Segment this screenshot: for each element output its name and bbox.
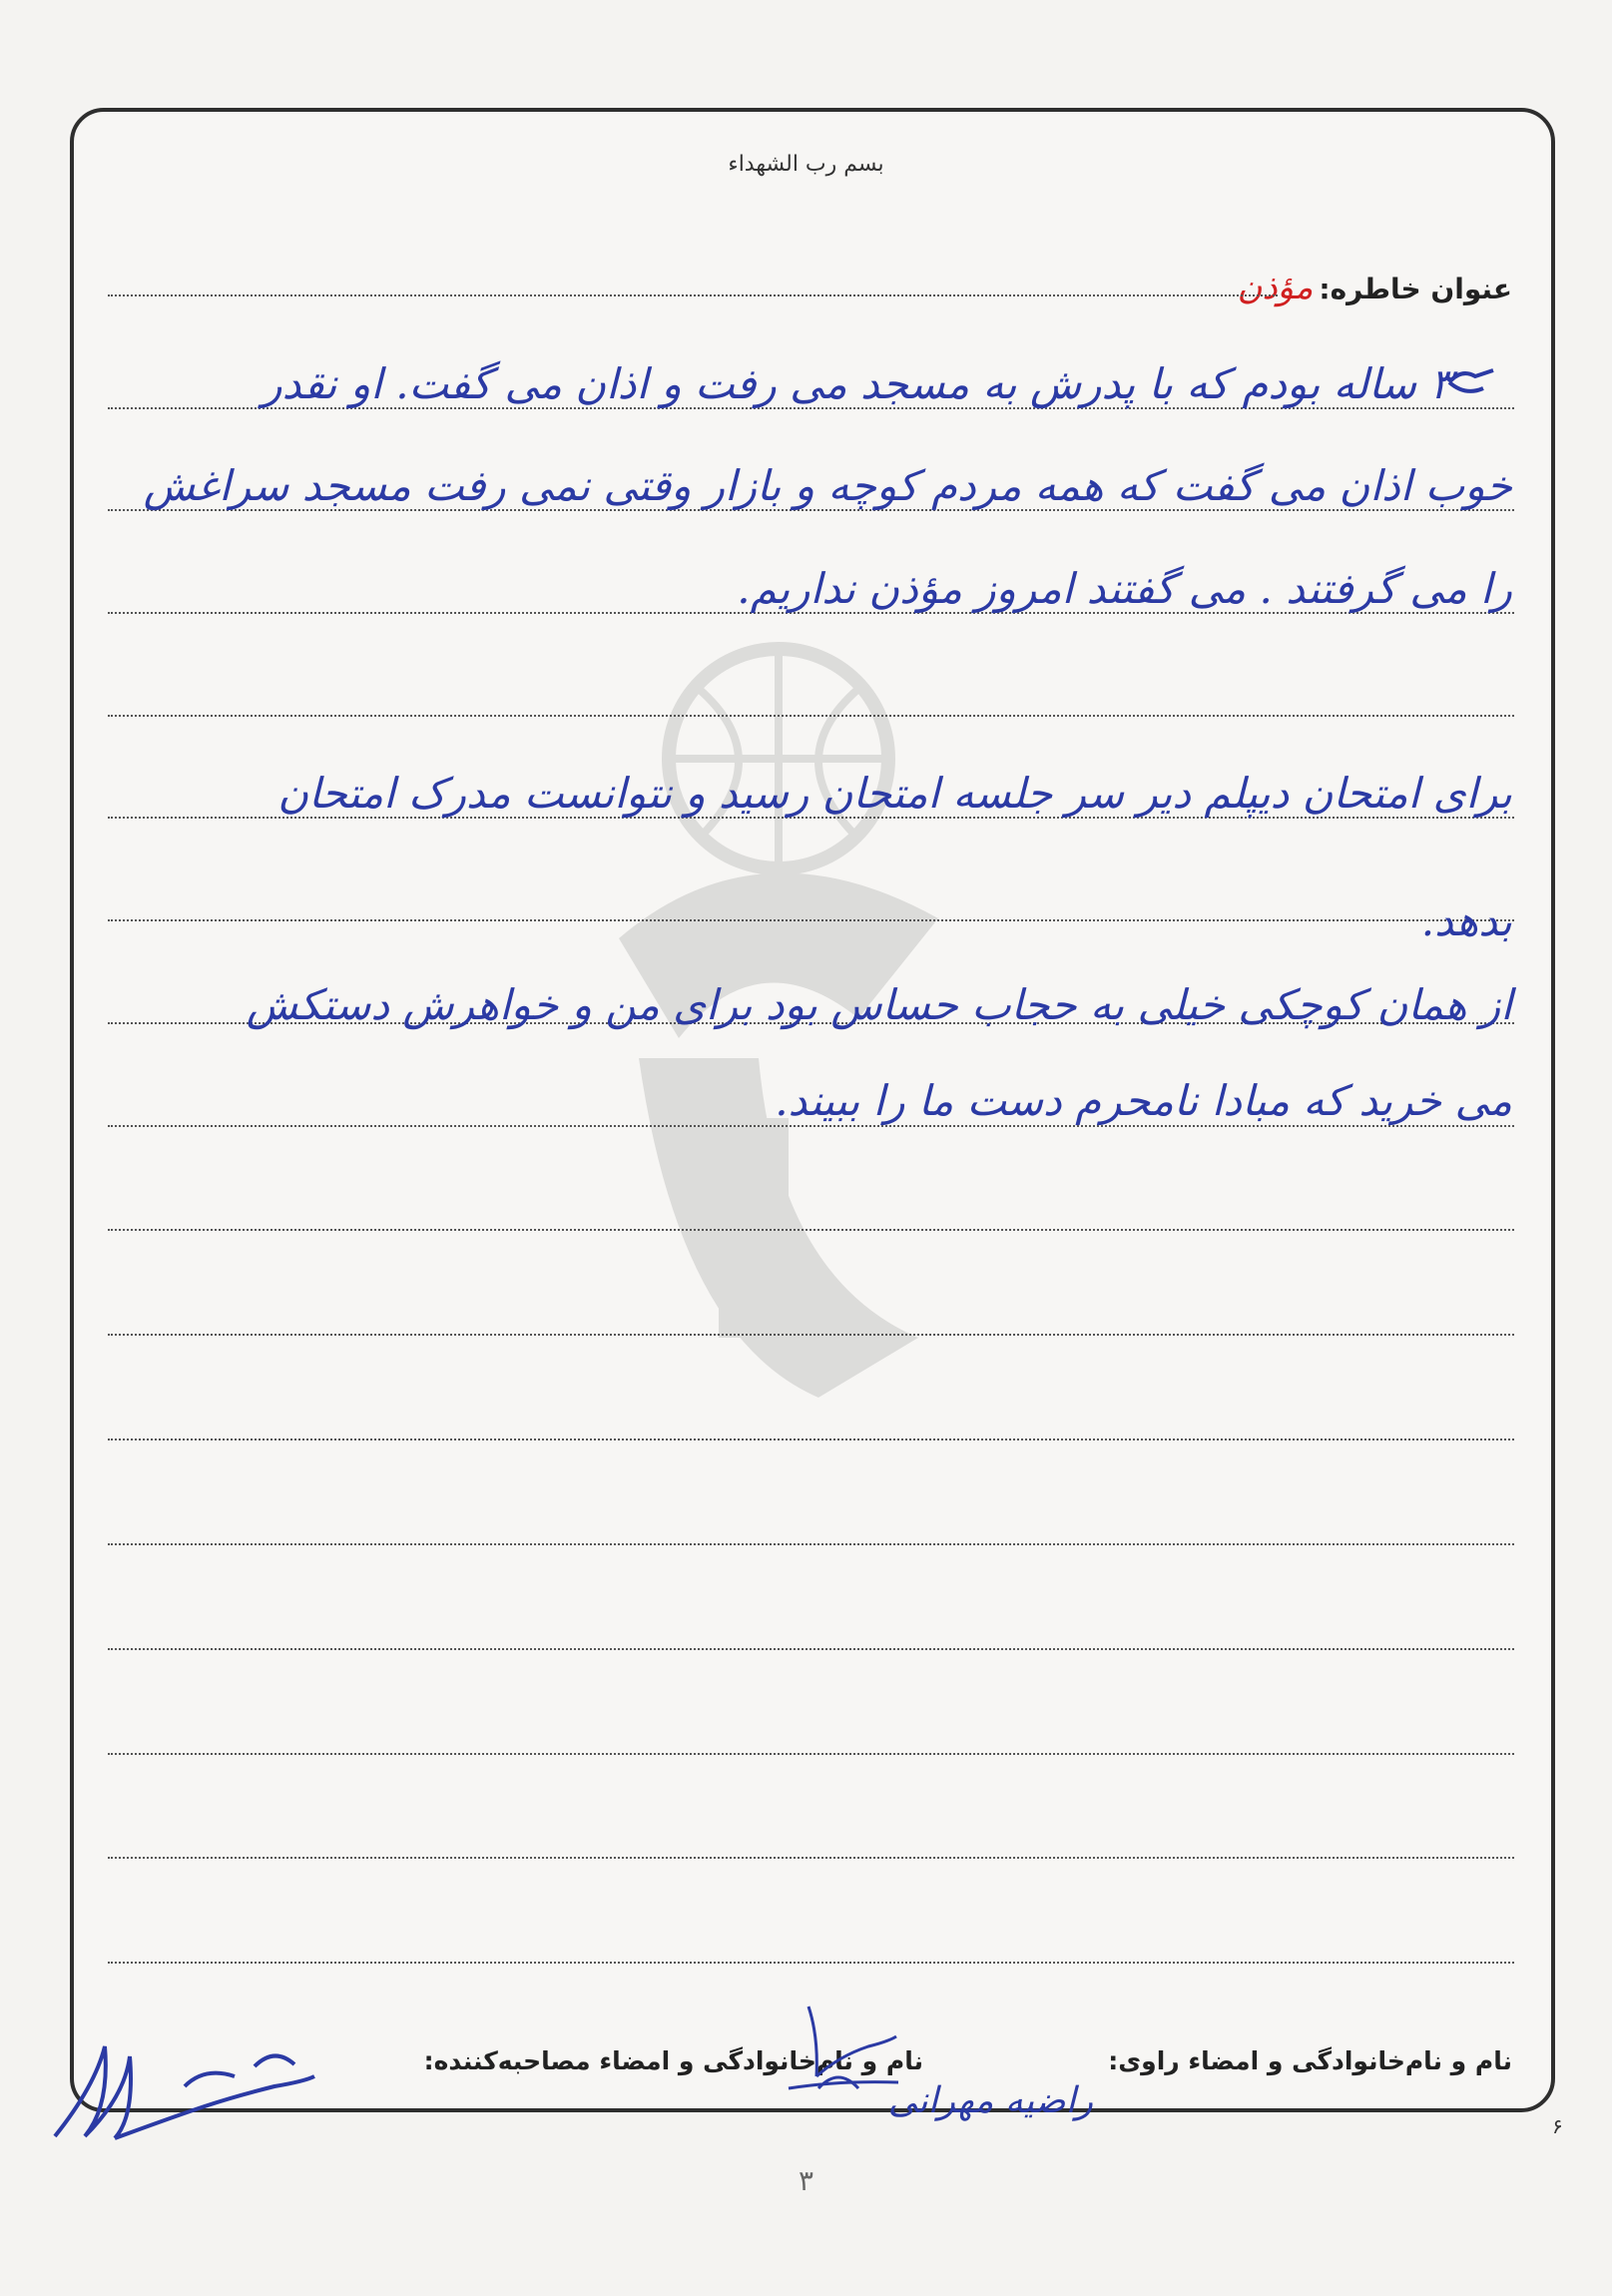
title-ruled-line (108, 294, 1278, 296)
ruled-line (108, 1648, 1514, 1650)
ruled-line (108, 1962, 1514, 1964)
side-mark: ۶ (1552, 2114, 1563, 2138)
ruled-line (108, 1125, 1514, 1127)
page-number: ۳ (798, 2164, 814, 2197)
ruled-line (108, 715, 1514, 717)
memory-title-row (1238, 268, 1512, 307)
memory-line-1: ۳ ساله بودم که با پدرش به مسجد می رفت و اذان می گفت. او نقدر (262, 359, 1452, 408)
narrator-signature-icon (35, 2026, 324, 2146)
memory-line-6: بدهد. (1420, 896, 1512, 945)
ruled-line (108, 1334, 1514, 1336)
ruled-line (108, 1753, 1514, 1755)
ruled-line (108, 1438, 1514, 1440)
pen-hand-icon (1445, 364, 1497, 400)
basmala-header: بسم رب الشهداء (728, 152, 884, 177)
memory-line-8: می خرید که مبادا نامحرم دست ما را ببیند. (775, 1076, 1512, 1125)
ruled-line (108, 1229, 1514, 1231)
ruled-line (108, 919, 1514, 921)
narrator-name: راضیه مهرانی (887, 2080, 1093, 2121)
memory-line-7: از همان کوچکی خیلی به حجاب حساس بود برای من و خواهرش دستکش (246, 980, 1512, 1029)
memory-line-2: خوب اذان می گفت که همه مردم کوچه و بازار وقتی نمی رفت مسجد سراغش (143, 461, 1512, 510)
memory-title-value: مؤذن (1237, 268, 1314, 307)
memory-line-3: را می گرفتند . می گفتند امروز مؤذن نداریم. (737, 564, 1512, 613)
ruled-line (108, 1543, 1514, 1545)
interviewer-label: نام و نام‌خانوادگی و امضاء مصاحبه‌کننده: (423, 2046, 923, 2075)
memory-line-5: برای امتحان دیپلم دیر سر جلسه امتحان رسید و نتوانست مدرک امتحان (277, 769, 1512, 818)
ruled-line (108, 1857, 1514, 1859)
narrator-label: نام و نام‌خانوادگی و امضاء راوی: (1108, 2046, 1512, 2075)
memory-title-label: عنوان خاطره: (1319, 273, 1512, 305)
